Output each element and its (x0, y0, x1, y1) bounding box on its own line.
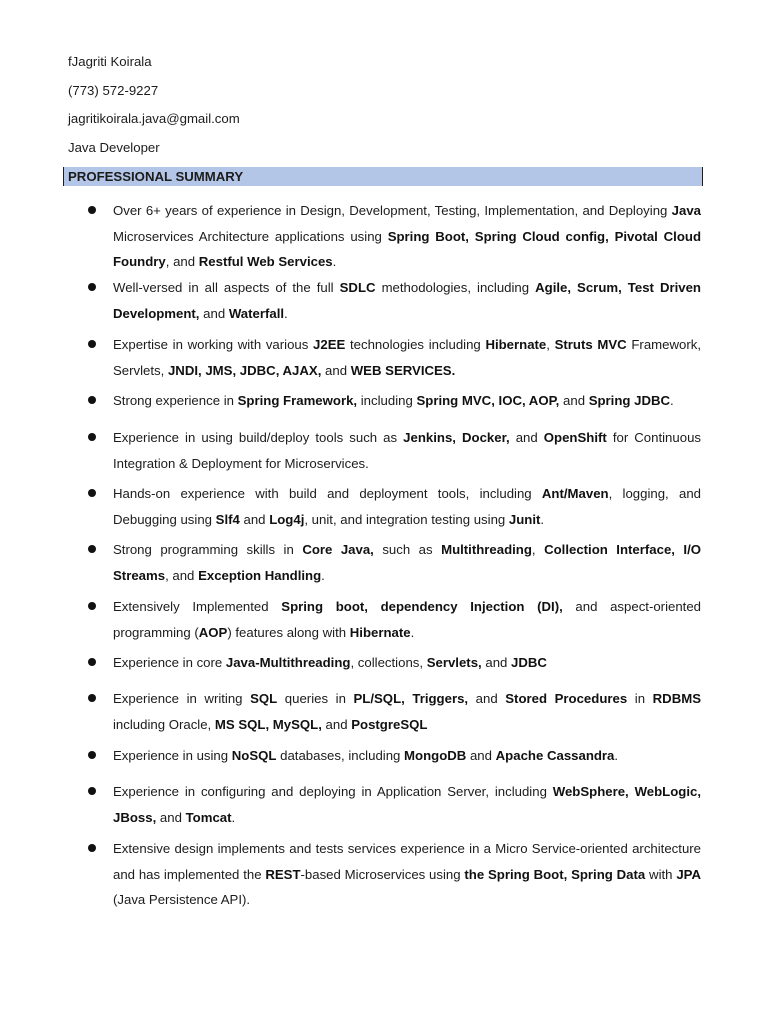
text-run: . (332, 254, 337, 269)
email-address: jagritikoirala.java@gmail.com (68, 111, 240, 126)
text-run: Well-versed in all aspects of the full (113, 280, 340, 295)
bold-keyword: Hibernate (349, 624, 411, 640)
bold-keyword: JDBC (511, 655, 547, 670)
text-run: , and (165, 567, 199, 583)
summary-bullet-text (113, 481, 701, 532)
summary-bullet-text (113, 332, 701, 383)
text-run: -based Microservices using (300, 866, 465, 882)
summary-bullet-text (113, 275, 701, 326)
text-run: and (199, 305, 229, 321)
text-run: . (284, 305, 288, 321)
bullet-dot-icon (88, 658, 96, 666)
bold-keyword: JPA (676, 866, 701, 882)
bold-keyword: NoSQL (231, 748, 277, 763)
summary-bullet-text (113, 686, 701, 737)
bold-keyword: WEB SERVICES. (350, 362, 456, 378)
bold-keyword: Agile, Scrum, Test Driven Development, (113, 280, 701, 321)
bold-keyword: Spring Boot, Spring Cloud config, Pivotal Cloud Foundry (113, 228, 702, 269)
text-run: Experience in using build/deploy tools such as (113, 430, 404, 445)
phone-number: (773) 572-9227 (68, 82, 159, 98)
bullet-dot-icon (88, 433, 96, 441)
text-run: for Continuous Integration & Deployment for Microservices. (113, 430, 701, 471)
bold-keyword: Junit (508, 511, 541, 527)
text-run: Extensively Implemented (113, 599, 282, 614)
bold-keyword: SQL (250, 691, 278, 706)
text-run: , (546, 337, 555, 352)
text-run: and aspect-oriented programming ( (113, 599, 701, 640)
text-run: and (239, 511, 270, 527)
text-run: (Java Persistence API). (113, 892, 251, 907)
bullet-dot-icon (88, 396, 96, 404)
text-run: and (321, 716, 352, 732)
bullet-dot-icon (88, 751, 96, 759)
summary-bullet-text (113, 594, 701, 645)
text-run: and (468, 691, 506, 706)
summary-bullet-text (113, 743, 701, 769)
bold-keyword: Spring boot, dependency Injection (DI), (281, 599, 563, 614)
summary-bullet-text (113, 425, 701, 476)
text-run: Hands-on experience with build and deployment tools, including (113, 486, 542, 501)
bold-keyword: PL/SQL, Triggers, (353, 691, 469, 706)
text-run: Experience in using (113, 748, 232, 763)
text-run: methodologies, including (375, 280, 536, 295)
text-run: . (321, 567, 325, 583)
text-run: Expertise in working with various (113, 337, 314, 352)
text-run: ) features along with (227, 624, 350, 640)
bold-keyword: WebSphere, WebLogic, JBoss, (113, 784, 701, 825)
bold-keyword: Servlets, (426, 655, 482, 670)
summary-bullet-text (113, 537, 701, 588)
bullet-dot-icon (88, 545, 96, 553)
bold-keyword: Hibernate (485, 337, 547, 352)
summary-bullet-text (113, 388, 701, 414)
bold-keyword: Exception Handling (198, 567, 322, 583)
candidate-name: fJagriti Koirala (68, 54, 152, 69)
bullet-dot-icon (88, 283, 96, 291)
bullet-dot-icon (88, 844, 96, 852)
text-run: Strong programming skills in (113, 542, 303, 557)
bold-keyword: AOP (198, 624, 228, 640)
summary-bullet-text (113, 650, 701, 676)
bold-keyword: Java-Multithreading (225, 655, 351, 670)
text-run: and (509, 430, 544, 445)
bold-keyword: Collection Interface, I/O Streams (113, 542, 702, 583)
text-run: . (410, 624, 415, 640)
bold-keyword: the Spring Boot, Spring Data (464, 866, 646, 882)
bold-keyword: JNDI, JMS, JDBC, AJAX, (167, 362, 322, 378)
text-run: , unit, and integration testing using (304, 511, 509, 527)
bold-keyword: Ant/Maven (541, 486, 609, 501)
bold-keyword: Log4j (269, 511, 305, 527)
text-run: , collections, (350, 655, 427, 670)
bold-keyword: Waterfall (228, 305, 285, 321)
bullet-dot-icon (88, 694, 96, 702)
text-run: , logging, and Debugging using (113, 486, 701, 527)
text-run: Extensive design implements and tests services experience in a Micro Service-oriented architecture and has implemented the (113, 841, 701, 882)
bold-keyword: Jenkins, Docker, (403, 430, 510, 445)
text-run: . (614, 748, 619, 763)
text-run: databases, including (276, 748, 405, 763)
bold-keyword: Spring JDBC (588, 393, 671, 408)
bullet-dot-icon (88, 489, 96, 497)
summary-bullet-text (113, 779, 701, 830)
job-title: Java Developer (68, 139, 160, 155)
bold-keyword: MS SQL, MySQL, (214, 716, 322, 732)
bold-keyword: Slf4 (215, 511, 240, 527)
summary-bullet-text (113, 836, 701, 913)
bullet-dot-icon (88, 206, 96, 214)
bullet-dot-icon (88, 787, 96, 795)
text-run: and (321, 362, 351, 378)
text-run: Framework, Servlets, (113, 337, 701, 378)
text-run: Experience in core (113, 655, 226, 670)
contact-block (68, 52, 708, 166)
text-run: and (466, 748, 496, 763)
text-run: , (531, 542, 545, 557)
bold-keyword: RDBMS (652, 691, 701, 706)
bold-keyword: OpenShift (543, 430, 607, 445)
text-run: including Oracle, (113, 716, 215, 732)
text-run: Experience in writing (113, 691, 251, 706)
text-run: Strong experience in (113, 393, 238, 408)
text-run: in (627, 691, 653, 706)
bold-keyword: Spring MVC, IOC, AOP, (416, 393, 560, 408)
bold-keyword: PostgreSQL (351, 716, 428, 732)
text-run: including (357, 393, 417, 408)
text-run: such as (373, 542, 442, 557)
text-run: and (156, 809, 186, 825)
text-run: and (559, 393, 589, 408)
bold-keyword: Apache Cassandra (495, 748, 615, 763)
bold-keyword: Java (671, 203, 701, 218)
section-heading: PROFESSIONAL SUMMARY (68, 169, 244, 184)
bold-keyword: Multithreading (441, 542, 532, 557)
text-run: , and (165, 254, 199, 269)
text-run: Microservices Architecture applications using (113, 228, 388, 244)
text-run: . (231, 809, 236, 825)
text-run: technologies including (345, 337, 486, 352)
bold-keyword: Struts MVC (554, 337, 627, 352)
text-run: Over 6+ years of experience in Design, Development, Testing, Implementation, and Deploying (113, 203, 672, 218)
text-run: with (645, 866, 677, 882)
text-run: and (481, 655, 512, 670)
text-run: Experience in configuring and deploying in Application Server, including (113, 784, 553, 799)
text-run: . (670, 393, 674, 408)
bold-keyword: Restful Web Services (198, 254, 333, 269)
bold-keyword: Core Java, (302, 542, 374, 557)
text-run: queries in (277, 691, 354, 706)
bullet-dot-icon (88, 602, 96, 610)
section-heading-bar (63, 167, 703, 186)
bold-keyword: Tomcat (185, 809, 232, 825)
bullet-dot-icon (88, 340, 96, 348)
summary-bullet-text (113, 198, 701, 275)
bold-keyword: SDLC (339, 280, 376, 295)
bold-keyword: J2EE (313, 337, 346, 352)
text-run: . (540, 511, 545, 527)
bold-keyword: REST (265, 866, 301, 882)
bold-keyword: MongoDB (404, 748, 467, 763)
bold-keyword: Stored Procedures (505, 691, 628, 706)
bold-keyword: Spring Framework, (237, 393, 358, 408)
